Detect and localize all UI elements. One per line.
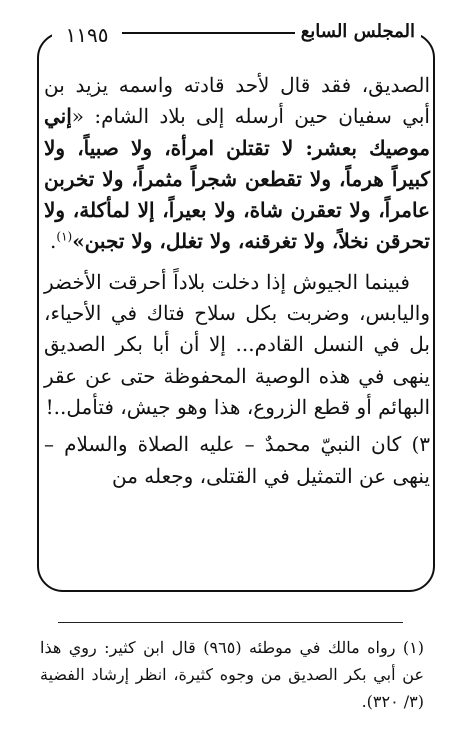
paragraph-1-intro: الصديق، فقد قال لأحد قادته واسمه يزيد بن أبي سفيان حين أرسله إلى بلاد الشام: « — [44, 73, 430, 129]
body-text — [44, 70, 430, 492]
quoted-advice: إني موصيك بعشر: لا تقتلن امرأة، ولا صبياً، ولا كبيراً هرماً، ولا تقطعن شجراً مثمراً، ولا تخربن عامراً، ولا تعقرن شاة، ولا بعيراً، إلا لمأكلة، ولا تحرقن نخلاً، ولا تغرقنه، ولا تغلل، ولا تجبن — [44, 104, 430, 254]
paragraph-1-end: . — [50, 229, 57, 254]
footnote-reference: (١) — [56, 229, 73, 244]
paragraph-2: فبينما الجيوش إذا دخلت بلاداً أحرقت الأخضر واليابس، وضربت بكل سلاح فتاك في الأحياء، بل في النسل القادم... إلا أن أبا بكر الصديق ينهى في هذه الوصية المحفوظة حتى عن عقر البهائم أو قطع الزروع، هذا وهو جيش، فتأمل..! — [44, 269, 430, 419]
quote-close: » — [72, 229, 85, 254]
page-number: ١١٩٥ — [52, 22, 122, 48]
chapter-title: المجلس السابع — [295, 18, 421, 46]
footnote: (١) رواه مالك في موطئه (٩٦٥) قال ابن كثير: روي هذا عن أبي بكر الصديق من وجوه كثيرة، انظر إرشاد الفضية (٣/ ٣٢٠). — [40, 638, 424, 711]
paragraph-1 — [44, 70, 430, 258]
footnote-divider — [58, 622, 403, 623]
paragraph-3: ٣) كان النبيّ محمدٌ – عليه الصلاة والسلام – ينهى عن التمثيل في القتلى، وجعله من — [44, 432, 430, 488]
